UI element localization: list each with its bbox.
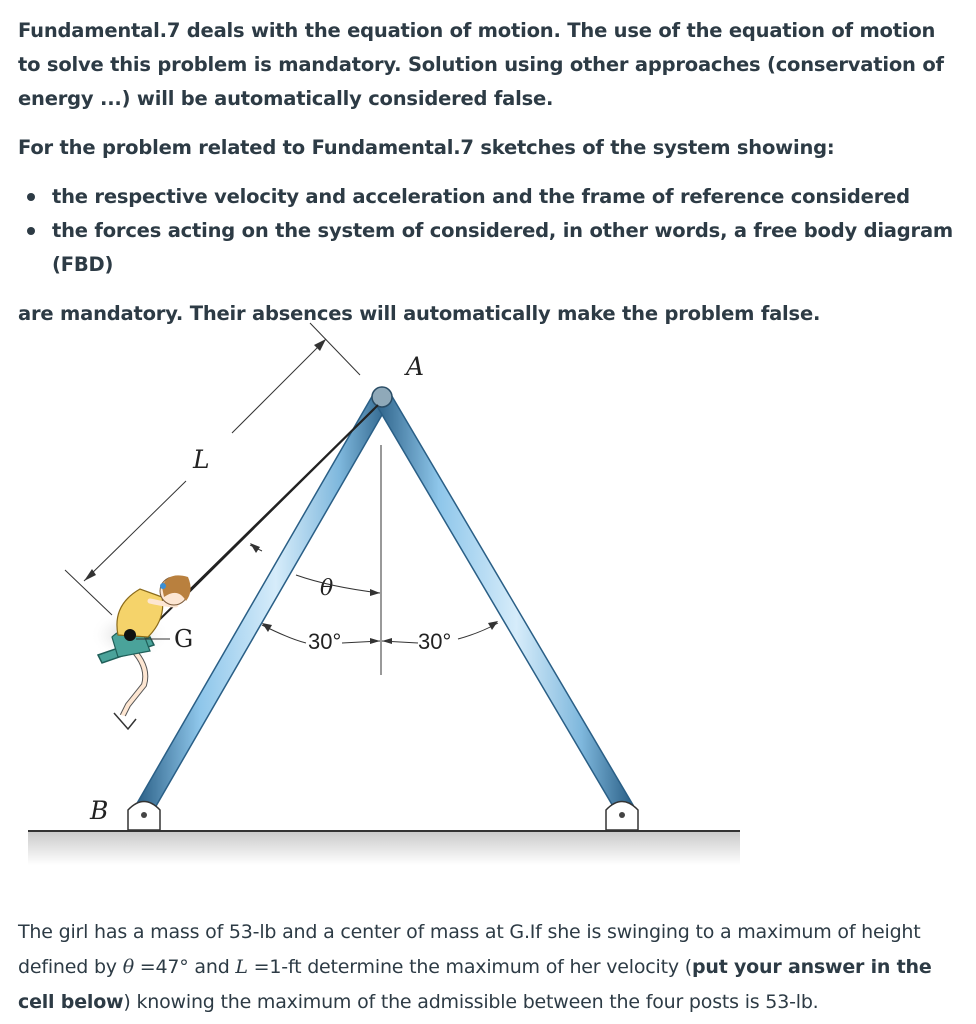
support-pin: [141, 812, 147, 818]
theta-arc: [296, 575, 380, 593]
swing-diagram: [0, 305, 976, 865]
theta-symbol: θ: [122, 956, 134, 978]
problem-text-2: ) knowing the maximum of the admissible between the four posts is 53-lb.: [123, 991, 819, 1013]
angle-left: 30°: [308, 629, 342, 654]
label-l: L: [193, 445, 210, 474]
angle-arrow: [370, 638, 380, 644]
pivot-a: [372, 387, 392, 407]
support-pin: [619, 812, 625, 818]
dimension-line: [84, 481, 186, 581]
label-theta: θ: [320, 576, 334, 601]
right-post: [374, 393, 633, 813]
theta-arrow: [250, 543, 260, 553]
theta-arrow: [370, 589, 380, 596]
label-g: G: [174, 625, 194, 653]
hair-clip: [160, 583, 166, 589]
label-a: A: [406, 352, 425, 381]
requirements-list: [18, 180, 958, 282]
center-of-mass: [124, 629, 136, 641]
list-item: the forces acting on the system of considered, in other words, a free body diagram (FBD): [52, 214, 958, 282]
swing-figure: [0, 305, 976, 865]
dimension-line: [232, 339, 326, 433]
label-b: B: [90, 796, 109, 825]
intro-paragraph-3: are mandatory. Their absences will automatically make the problem false.: [18, 302, 821, 325]
instructions: [18, 14, 958, 331]
angle-arrow: [262, 623, 272, 632]
intro-paragraph-2: For the problem related to Fundamental.7 sketches of the system showing:: [18, 136, 835, 159]
angle-arrow: [488, 621, 498, 630]
angle-right: 30°: [418, 629, 452, 654]
dimension-extension: [310, 323, 360, 375]
problem-statement: [18, 915, 963, 1020]
l-symbol: L: [235, 956, 248, 978]
list-item: the respective velocity and acceleration and the frame of reference considered: [52, 180, 958, 214]
problem-text-1: The girl has a mass of 53-lb and a center of mass at G.If she is swinging to a maximum of height defined by: [18, 921, 921, 978]
l-value: =1-ft determine the maximum of her velocity (: [247, 956, 692, 978]
angle-arrow: [382, 638, 392, 644]
theta-value: =47° and: [133, 956, 236, 978]
ground-shadow: [28, 831, 740, 865]
intro-paragraph-1: Fundamental.7 deals with the equation of motion. The use of the equation of motion to solve this problem is mandatory. Solution using other approaches (conservation of energy ...) will be automatically considered false.: [18, 19, 944, 110]
answer-instruction: put your answer in the cell below: [18, 956, 932, 1013]
